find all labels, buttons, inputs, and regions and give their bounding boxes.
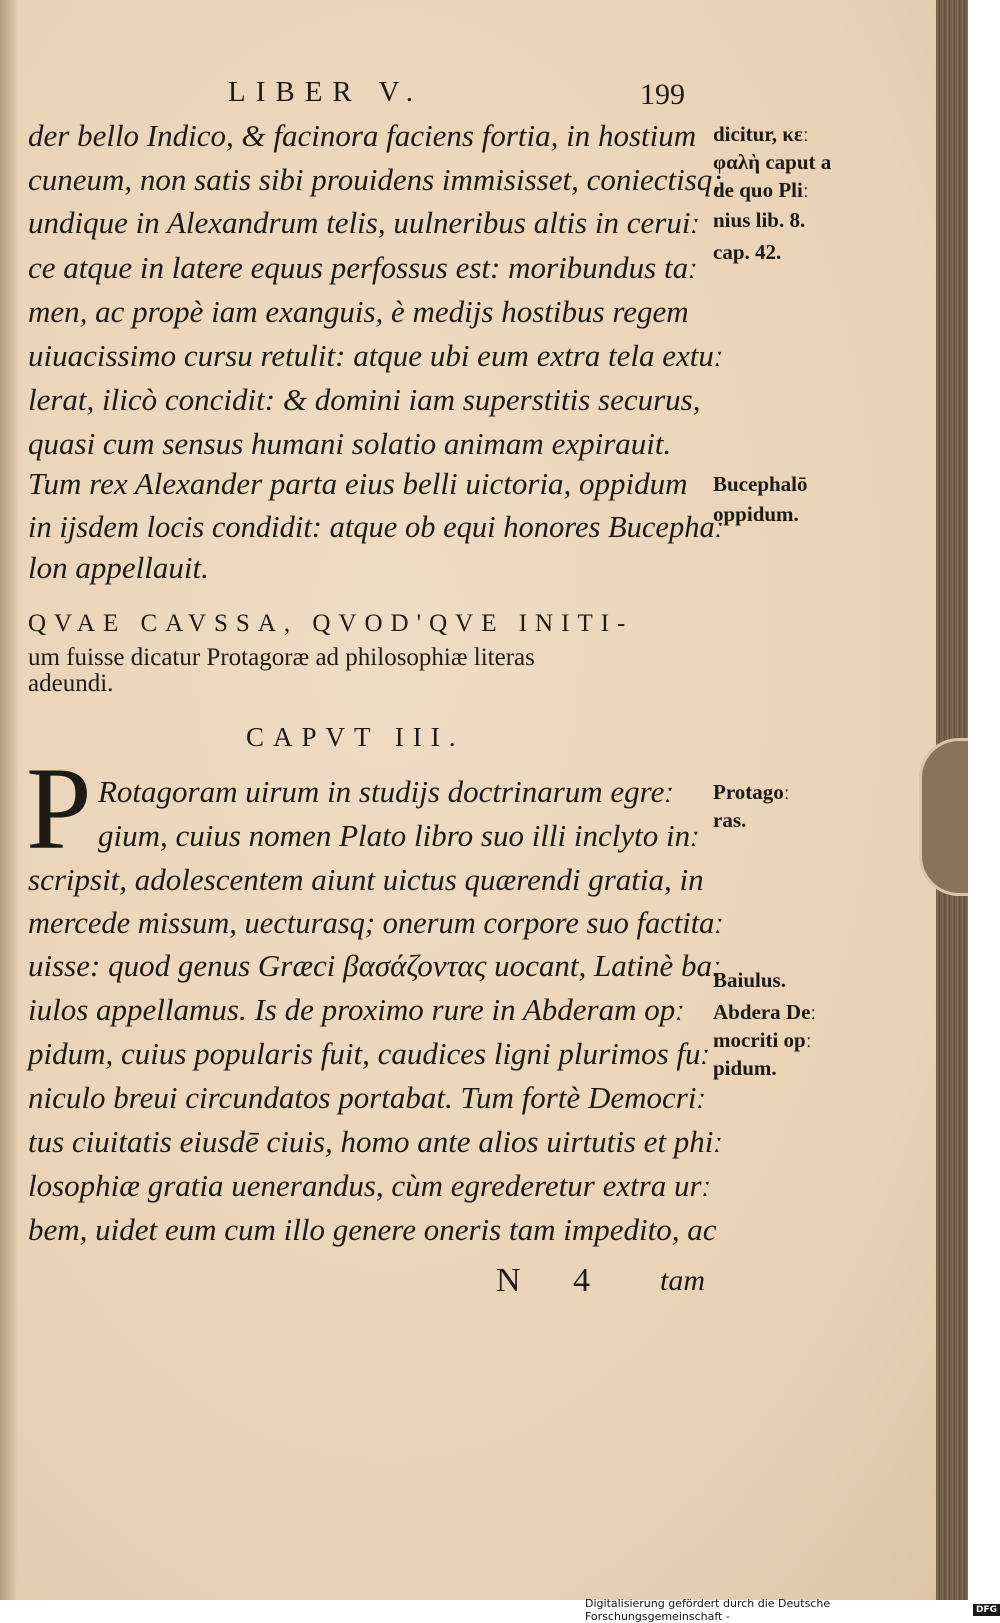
- folio-number: 199: [640, 78, 685, 111]
- marginal-gloss: Baiulus.: [713, 968, 786, 992]
- marginal-gloss: Abdera Deː: [713, 1000, 817, 1024]
- marginal-gloss: Protagoː: [713, 780, 790, 804]
- marginal-gloss: cap. 42.: [713, 240, 782, 264]
- footer-credit: Digitalisierung gefördert durch die Deutsche Forschungsgemeinschaft -: [585, 1597, 831, 1623]
- marginal-gloss: Bucephalō: [713, 472, 808, 496]
- page-edge-tab: [919, 738, 968, 896]
- text-line: lerat, ilicò concidit: & domini iam superstitis securus,: [28, 382, 701, 417]
- text-line: uiuacissimo cursu retulit: atque ubi eum extra tela extuː: [28, 338, 723, 373]
- marginal-gloss: de quo Pliː: [713, 178, 809, 202]
- text-line: iulos appellamus. Is de proximo rure in Abderam opː: [28, 992, 684, 1027]
- text-line: tus ciuitatis eiusdē ciuis, homo ante alios uirtutis et phiː: [28, 1124, 723, 1159]
- page-gutter: [0, 0, 18, 1600]
- text-line: scripsit, adolescentem aiunt uictus quærendi gratia, in: [28, 862, 704, 897]
- chapter-heading: CAPVT III.: [246, 722, 465, 752]
- text-line: pidum, cuius popularis fuit, caudices ligni plurimos fuː: [28, 1036, 710, 1071]
- running-head: LIBER V.: [228, 76, 423, 108]
- text-line: der bello Indico, & facinora faciens fortia, in hostium: [28, 118, 697, 153]
- text-line: gium, cuius nomen Plato libro suo illi inclyto inː: [98, 818, 699, 853]
- signature-mark: N 4: [496, 1262, 613, 1299]
- marginal-gloss: nius lib. 8.: [713, 208, 806, 232]
- text-line: men, ac propè iam exanguis, è medijs hostibus regem: [28, 294, 689, 329]
- catchword: tam: [660, 1264, 705, 1297]
- marginal-gloss: pidum.: [713, 1056, 777, 1080]
- section-subtitle-line: adeundi.: [28, 670, 114, 697]
- text-line: mercede missum, uecturasq; onerum corpore suo factitaː: [28, 906, 723, 940]
- text-line: undique in Alexandrum telis, uulneribus altis in ceruiː: [28, 205, 700, 240]
- dfg-logo: DFG: [973, 1604, 1000, 1616]
- marginal-gloss: dicitur, κεː: [713, 122, 809, 146]
- text-line: quasi cum sensus humani solatio animam expirauit.: [28, 426, 672, 461]
- marginal-gloss: oppidum.: [713, 502, 799, 526]
- digitization-footer: [585, 1597, 1000, 1623]
- text-line: lon appellauit.: [28, 550, 209, 585]
- marginal-gloss: ras.: [713, 808, 747, 832]
- text-line: bem, uidet eum cum illo genere oneris tam impedito, ac: [28, 1212, 717, 1247]
- text-line: ce atque in latere equus perfossus est: moribundus taː: [28, 250, 697, 285]
- marginal-gloss: φαλὴ caput a: [713, 150, 832, 174]
- text-line: niculo breui circundatos portabat. Tum fortè Democriː: [28, 1080, 706, 1115]
- marginal-gloss: mocriti opː: [713, 1028, 812, 1052]
- text-line: in ijsdem locis condidit: atque ob equi honores Bucephaː: [28, 510, 724, 544]
- text-line: losophiæ gratia uenerandus, cùm egrederetur extra urː: [28, 1168, 711, 1203]
- section-subtitle-line: um fuisse dicatur Protagoræ ad philosophiæ literas: [28, 644, 535, 671]
- drop-cap: P: [26, 743, 92, 874]
- text-line: cuneum, non satis sibi prouidens immisisset, coniectisq;: [28, 162, 723, 197]
- text-line: Rotagoram uirum in studijs doctrinarum egreː: [98, 774, 673, 809]
- text-line: uisse: quod genus Græci βασάζοντας uocant, Latinè baː: [28, 948, 721, 983]
- text-line: Tum rex Alexander parta eius belli uictoria, oppidum: [28, 466, 688, 501]
- section-title: QVAE CAVSSA, QVOD'QVE INITI-: [28, 610, 634, 637]
